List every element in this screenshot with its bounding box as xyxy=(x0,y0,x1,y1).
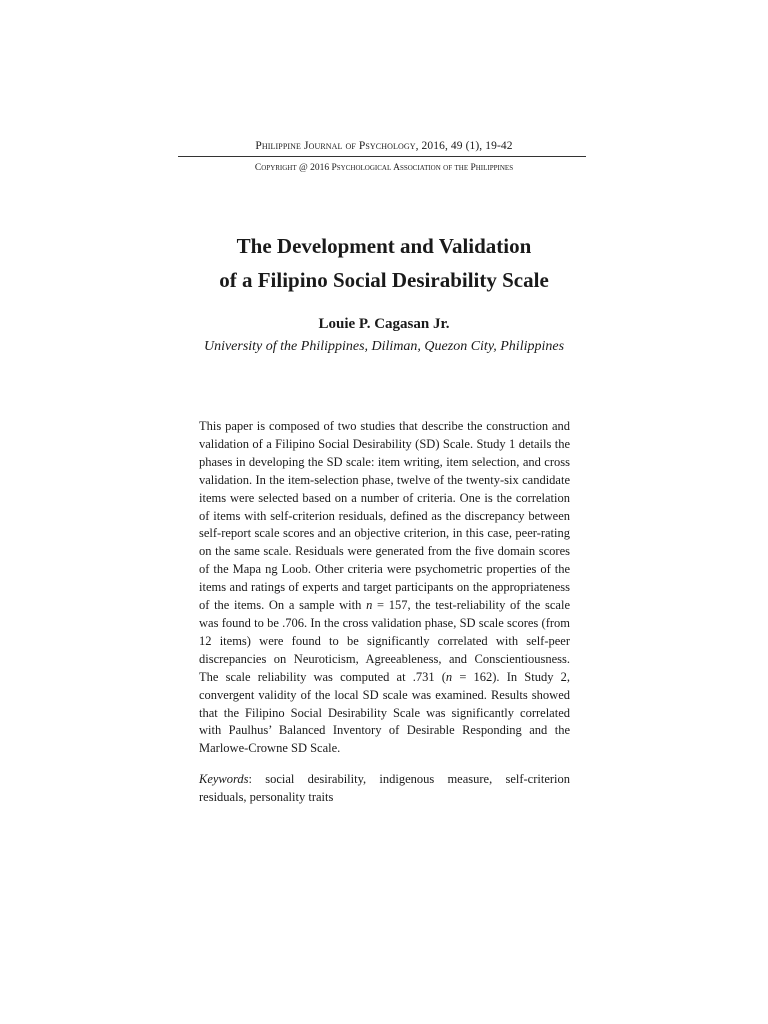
abstract-text-3: = 162). In Study 2, convergent validity of the local SD scale was examined. Results showed that the Filipino Social Desirability Scale was significantly correlated with Paulhus’ Balanced Inventory of Desirable Responding and the Marlowe-Crowne SD Scale. xyxy=(199,669,570,756)
keywords-text: : social desirability, indigenous measure, self-criterion residuals, personality traits xyxy=(199,772,570,804)
paper-title-line-1: The Development and Validation xyxy=(236,234,532,258)
keywords xyxy=(199,771,570,807)
author-affiliation: University of the Philippines, Diliman, Quezon City, Philippines xyxy=(203,339,565,354)
paper-title xyxy=(0,229,768,297)
abstract-text-1: This paper is composed of two studies that describe the construction and validation of a Filipino Social Desirability (SD) Scale. Study 1 details the phases in developing the SD scale: item writing, item selection, and cross validation. In the item-selection phase, twelve of the twenty-six candidate items were selected based on a number of criteria. One is the correlation of items with self-criterion residuals, defined as the discrepancy between self-report scale scores and an objective criterion, in this case, peer-rating on the same scale. Residuals were generated from the five domain scores of the Mapa ng Loob. Other criteria were psychometric properties of the items and ratings of experts and target participants on the appropriateness of the items. On a sample with xyxy=(199,419,570,613)
keywords-label: Keywords xyxy=(199,772,249,786)
copyright-notice: Copyright @ 2016 Psychological Association of the Philippines xyxy=(254,163,514,173)
author-name: Louie P. Cagasan Jr. xyxy=(318,316,450,332)
abstract-n-symbol-2: n xyxy=(445,669,453,684)
abstract-text-2: = 157, the test-reliability of the scale was found to be .706. In the cross validation phase, SD scale scores (from 12 items) were found to be significantly correlated with self-peer discrepancies on Neuroticism, Agreeableness, and Conscientiousness. The scale reliability was computed at .731 ( xyxy=(199,598,570,684)
abstract-n-symbol-1: n xyxy=(366,598,373,613)
paper-title-line-2: of a Filipino Social Desirability Scale xyxy=(219,268,549,292)
abstract xyxy=(199,418,570,758)
journal-citation: Philippine Journal of Psychology, 2016, 49 (1), 19-42 xyxy=(255,140,513,152)
header-rule xyxy=(178,156,586,157)
